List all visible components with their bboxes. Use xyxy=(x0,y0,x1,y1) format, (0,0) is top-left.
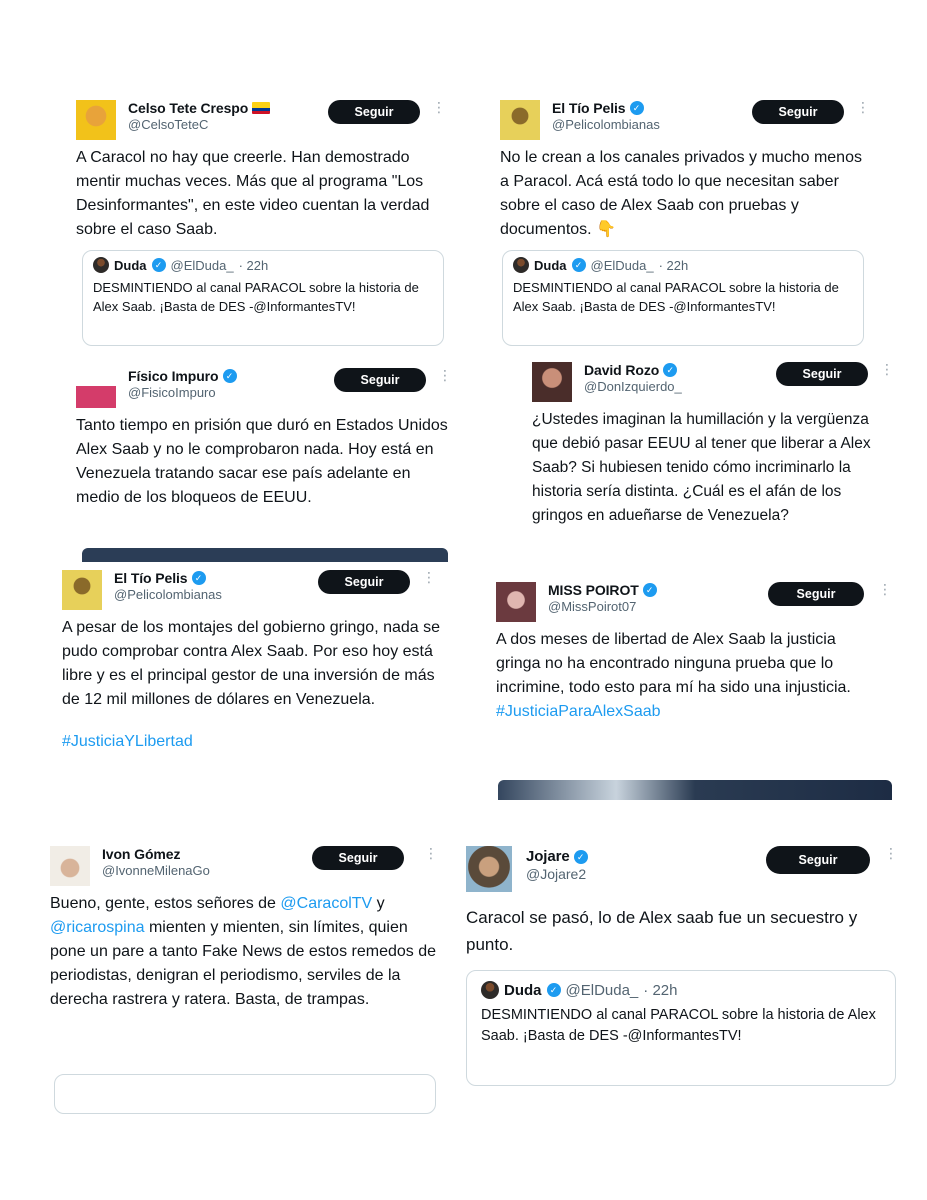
author-handle[interactable]: @Pelicolombianas xyxy=(552,117,660,132)
more-options-icon[interactable]: ⋮ xyxy=(422,569,435,585)
flag-icon xyxy=(252,102,270,114)
tweet-celso-tete-crespo[interactable] xyxy=(76,96,448,346)
tweet-fisico-impuro[interactable] xyxy=(76,364,451,556)
quoted-tweet[interactable] xyxy=(466,970,896,1086)
avatar[interactable] xyxy=(50,846,90,886)
follow-button[interactable]: Seguir xyxy=(776,362,868,386)
author-name[interactable]: El Tío Pelis xyxy=(114,570,188,586)
quoted-text: DESMINTIENDO al canal PARACOL sobre la historia de Alex Saab. ¡Basta de DES -@InformantesTV! xyxy=(481,1007,876,1044)
more-options-icon[interactable]: ⋮ xyxy=(438,367,451,383)
avatar[interactable] xyxy=(532,362,572,402)
tweet-el-tio-pelis[interactable] xyxy=(500,96,872,346)
verified-icon: ✓ xyxy=(574,850,588,864)
avatar[interactable] xyxy=(76,368,116,408)
mention-ricarospina[interactable]: @ricarospina xyxy=(50,919,145,936)
more-options-icon[interactable]: ⋮ xyxy=(424,845,437,861)
follow-button[interactable]: Seguir xyxy=(318,570,410,594)
media-preview[interactable] xyxy=(82,548,448,562)
author-handle[interactable]: @DonIzquierdo_ xyxy=(584,379,682,394)
tweet-text: ¿Ustedes imaginan la humillación y la vergüenza que debió pasar EEUU al tener que liberar a Alex Saab? Si hubiesen tenido cómo incriminarlo la historia sería distinta. ¿Cuál es el afán de los gringos en adueñarse de Venezuela? xyxy=(532,411,871,524)
quoted-tweet[interactable] xyxy=(82,250,444,346)
quoted-author-name: Duda xyxy=(114,257,147,273)
follow-button[interactable]: Seguir xyxy=(752,100,844,124)
verified-icon: ✓ xyxy=(152,258,166,272)
author-handle[interactable]: @MissPoirot07 xyxy=(548,599,637,614)
quoted-tweet[interactable] xyxy=(502,250,864,346)
quoted-author-handle: @ElDuda_ xyxy=(565,981,639,999)
quoted-text: DESMINTIENDO al canal PARACOL sobre la historia de Alex Saab. ¡Basta de DES -@InformantesTV! xyxy=(93,280,419,314)
quoted-author-name: Duda xyxy=(534,257,567,273)
more-options-icon[interactable]: ⋮ xyxy=(856,99,869,115)
tweet-text: A dos meses de libertad de Alex Saab la justicia gringa no ha encontrado ninguna prueba que lo incrimine, todo esto para mí ha sido una injusticia. xyxy=(496,631,851,696)
more-options-icon[interactable]: ⋮ xyxy=(880,361,893,377)
text-segment: mienten y mienten, sin límites, quien pone un pare a tanto Fake News de estos remedos de periodistas, denigran el periodismo, serviles de la derecha rastrera y ratera. Basta, de trampas. xyxy=(50,919,437,1008)
tweet-text: Caracol se pasó, lo de Alex saab fue un secuestro y punto. xyxy=(466,908,858,954)
quoted-avatar xyxy=(93,257,109,273)
tweet-text: A Caracol no hay que creerle. Han demostrado mentir muchas veces. Más que al programa "Los Desinformantes", en este video cuentan la verdad sobre el caso Saab. xyxy=(76,149,430,238)
quoted-author-handle: @ElDuda_ xyxy=(170,257,234,273)
author-name[interactable]: Jojare xyxy=(526,848,570,865)
follow-button[interactable]: Seguir xyxy=(766,846,870,874)
author-name[interactable]: MISS POIROT xyxy=(548,582,639,598)
quoted-timestamp: · 22h xyxy=(643,981,678,999)
hashtag-link[interactable]: #JusticiaYLibertad xyxy=(62,733,193,750)
verified-icon: ✓ xyxy=(223,369,237,383)
author-name[interactable]: David Rozo xyxy=(584,362,660,378)
media-preview[interactable] xyxy=(498,780,892,800)
author-handle[interactable]: @FisicoImpuro xyxy=(128,385,216,400)
tweet-ivon-gomez[interactable] xyxy=(50,842,442,1092)
more-options-icon[interactable]: ⋮ xyxy=(878,581,891,597)
author-handle[interactable]: @IvonneMilenaGo xyxy=(102,863,210,878)
more-options-icon[interactable]: ⋮ xyxy=(884,845,897,861)
avatar[interactable] xyxy=(500,100,540,140)
follow-button[interactable]: Seguir xyxy=(334,368,426,392)
quoted-text: DESMINTIENDO al canal PARACOL sobre la historia de Alex Saab. ¡Basta de DES -@InformantesTV! xyxy=(513,280,839,314)
tweet-text: A pesar de los montajes del gobierno gringo, nada se pudo comprobar contra Alex Saab. Por eso hoy está libre y es el principal gestor de una inversión de más de 12 mil millones de dólares en Venezuela. xyxy=(62,619,441,708)
avatar[interactable] xyxy=(496,582,536,622)
quoted-avatar xyxy=(481,981,499,999)
verified-icon: ✓ xyxy=(572,258,586,272)
quoted-avatar xyxy=(513,257,529,273)
verified-icon: ✓ xyxy=(643,583,657,597)
author-handle[interactable]: @Jojare2 xyxy=(526,866,587,882)
verified-icon: ✓ xyxy=(192,571,206,585)
text-segment: Bueno, gente, estos señores de xyxy=(50,895,281,912)
follow-button[interactable]: Seguir xyxy=(312,846,404,870)
quoted-author-handle: @ElDuda_ xyxy=(590,257,654,273)
verified-icon: ✓ xyxy=(547,983,561,997)
avatar[interactable] xyxy=(466,846,512,892)
follow-button[interactable]: Seguir xyxy=(328,100,420,124)
follow-button[interactable]: Seguir xyxy=(768,582,864,606)
tweet-david-rozo[interactable] xyxy=(532,358,896,558)
quoted-author-name: Duda xyxy=(504,981,542,999)
tweet-el-tio-pelis-2[interactable] xyxy=(62,569,444,804)
text-segment: y xyxy=(372,895,385,912)
tweet-text: Tanto tiempo en prisión que duró en Estados Unidos Alex Saab y no le comprobaron nada. Hoy está en Venezuela tratando sacar ese país adelante en medio de los bloqueos de EEUU. xyxy=(76,417,448,506)
verified-icon: ✓ xyxy=(630,101,644,115)
tweet-text xyxy=(50,892,442,1012)
tweet-text: No le crean a los canales privados y mucho menos a Paracol. Acá está todo lo que necesitan saber sobre el caso de Alex Saab con pruebas y documentos. 👇 xyxy=(500,149,862,238)
author-name[interactable]: Físico Impuro xyxy=(128,368,219,384)
avatar[interactable] xyxy=(76,100,116,140)
author-name[interactable]: El Tío Pelis xyxy=(552,100,626,116)
quoted-timestamp: · 22h xyxy=(238,257,269,273)
quoted-timestamp: · 22h xyxy=(658,257,689,273)
author-name[interactable]: Ivon Gómez xyxy=(102,846,181,862)
quoted-tweet-cropped[interactable] xyxy=(54,1074,436,1114)
more-options-icon[interactable]: ⋮ xyxy=(432,99,445,115)
author-name[interactable]: Celso Tete Crespo xyxy=(128,100,249,116)
author-handle[interactable]: @CelsoTeteC xyxy=(128,117,209,132)
verified-icon: ✓ xyxy=(663,363,677,377)
tweet-miss-poirot[interactable] xyxy=(496,578,896,800)
avatar[interactable] xyxy=(62,570,102,610)
tweet-jojare[interactable] xyxy=(466,842,896,1090)
mention-caracoltv[interactable]: @CaracolTV xyxy=(280,895,373,912)
author-handle[interactable]: @Pelicolombianas xyxy=(114,587,222,602)
hashtag-link[interactable]: #JusticiaParaAlexSaab xyxy=(496,703,661,720)
